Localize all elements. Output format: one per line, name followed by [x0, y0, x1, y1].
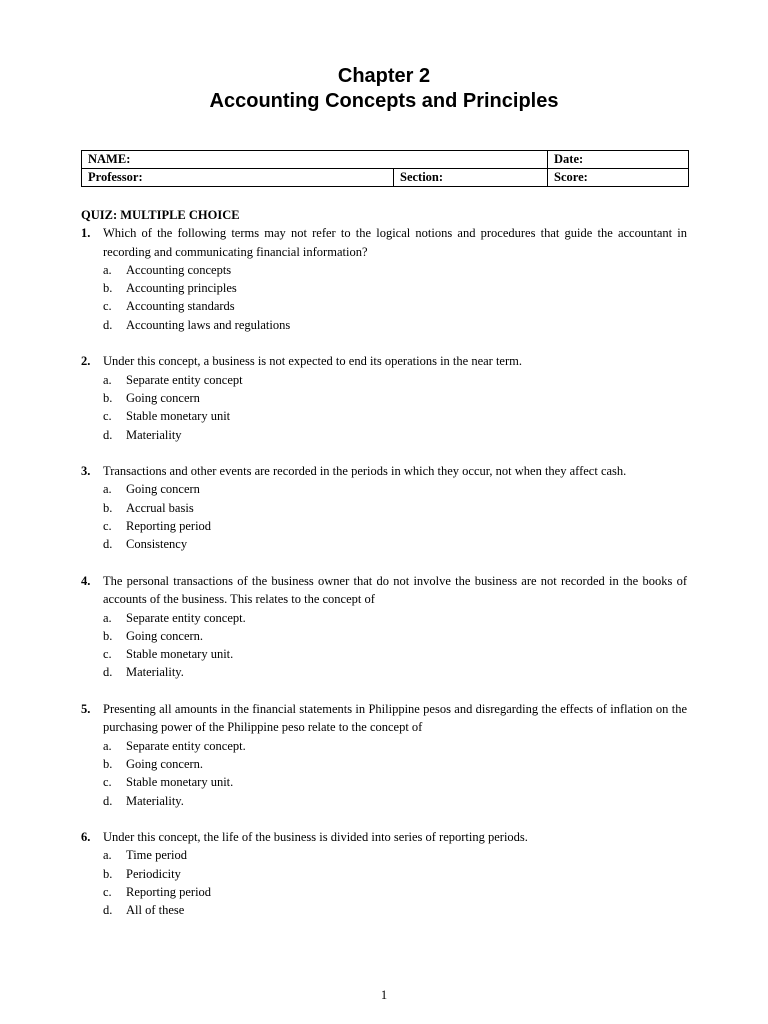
question-item [81, 224, 687, 334]
info-row-professor [82, 169, 689, 187]
option-text: Stable monetary unit. [126, 647, 234, 662]
option-text: Accrual basis [126, 500, 194, 515]
answer-option[interactable] [103, 316, 687, 334]
option-letter: b. [103, 866, 113, 881]
question-text: Transactions and other events are recorded in the periods in which they occur, not when they affect cash. [103, 464, 627, 479]
chapter-heading: Chapter 2 [337, 65, 431, 87]
question-text: Which of the following terms may not refer to the logical notions and procedures that guide the accountant in recording and communicating financial information? [103, 226, 687, 259]
question-spacer [81, 554, 687, 572]
page-number: 1 [380, 988, 388, 1002]
option-text: Going concern [126, 482, 200, 497]
answer-option[interactable] [103, 389, 687, 407]
answer-option[interactable] [103, 901, 687, 919]
answer-option[interactable] [103, 480, 687, 498]
answer-option[interactable] [103, 773, 687, 791]
option-text: Accounting laws and regulations [126, 317, 291, 332]
option-text: Reporting period [126, 884, 212, 899]
professor-field[interactable]: Professor: [82, 169, 394, 187]
answer-option[interactable] [103, 737, 687, 755]
option-letter: d. [103, 537, 113, 552]
question-number: 1. [81, 226, 91, 241]
option-text: Stable monetary unit. [126, 775, 234, 790]
option-letter: d. [103, 793, 113, 808]
answer-option[interactable] [103, 517, 687, 535]
answer-option[interactable] [103, 792, 687, 810]
option-letter: a. [103, 848, 112, 863]
question-text: Under this concept, the life of the business is divided into series of reporting periods. [103, 830, 528, 845]
question-item [81, 828, 687, 919]
student-info-table [81, 150, 689, 187]
option-letter: d. [103, 317, 113, 332]
info-row-name [82, 151, 689, 169]
answer-option[interactable] [103, 645, 687, 663]
answer-option[interactable] [103, 627, 687, 645]
score-field[interactable]: Score: [548, 169, 689, 187]
question-number: 2. [81, 354, 91, 369]
option-letter: a. [103, 738, 112, 753]
option-text: Accounting principles [126, 281, 237, 296]
option-text: Periodicity [126, 866, 181, 881]
option-text: Time period [126, 848, 187, 863]
option-letter: b. [103, 756, 113, 771]
answer-option[interactable] [103, 426, 687, 444]
question-item [81, 462, 687, 553]
question-text: The personal transactions of the business owner that do not involve the business are not recorded in the books of accounts of the business. This relates to the concept of [103, 573, 687, 607]
answer-option[interactable] [103, 755, 687, 773]
option-text: Materiality. [126, 665, 184, 680]
question-number: 4. [81, 573, 91, 588]
option-text: Stable monetary unit [126, 409, 231, 424]
option-letter: c. [103, 775, 112, 790]
option-text: All of these [126, 903, 185, 918]
answer-option[interactable] [103, 883, 687, 901]
answer-option[interactable] [103, 407, 687, 425]
question-spacer [81, 334, 687, 352]
option-letter: a. [103, 482, 112, 497]
option-letter: d. [103, 665, 113, 680]
answer-option[interactable] [103, 846, 687, 864]
question-list [81, 224, 687, 919]
question-item [81, 700, 687, 810]
page-title: Accounting Concepts and Principles [209, 90, 559, 112]
option-letter: c. [103, 299, 112, 314]
name-field[interactable]: NAME: [82, 151, 548, 169]
option-letter: b. [103, 500, 113, 515]
answer-option[interactable] [103, 663, 687, 681]
section-field[interactable]: Section: [394, 169, 548, 187]
option-text: Materiality [126, 427, 182, 442]
option-letter: b. [103, 281, 113, 296]
question-number: 6. [81, 830, 91, 845]
question-text: Under this concept, a business is not expected to end its operations in the near term. [103, 354, 522, 369]
option-letter: c. [103, 647, 112, 662]
option-text: Reporting period [126, 519, 212, 534]
option-text: Accounting standards [126, 299, 235, 314]
quiz-heading: QUIZ: MULTIPLE CHOICE [81, 208, 240, 222]
option-text: Consistency [126, 537, 188, 552]
question-text: Presenting all amounts in the financial statements in Philippine pesos and disregarding the effects of inflation on the purchasing power of the Philippine peso relate to the concept of [103, 702, 687, 735]
option-text: Going concern. [126, 628, 204, 643]
question-number: 5. [81, 702, 91, 717]
option-letter: c. [103, 884, 112, 899]
question-item [81, 352, 687, 443]
option-letter: d. [103, 427, 113, 442]
question-spacer [81, 444, 687, 462]
option-text: Accounting concepts [126, 262, 232, 277]
quiz-section [81, 206, 687, 920]
answer-option[interactable] [103, 865, 687, 883]
question-spacer [81, 810, 687, 828]
option-letter: a. [103, 610, 112, 625]
answer-option[interactable] [103, 279, 687, 297]
option-letter: a. [103, 262, 112, 277]
date-field[interactable]: Date: [548, 151, 689, 169]
option-text: Separate entity concept. [126, 610, 246, 625]
option-text: Going concern [126, 390, 200, 405]
option-text: Separate entity concept. [126, 738, 246, 753]
option-letter: c. [103, 409, 112, 424]
answer-option[interactable] [103, 371, 687, 389]
option-text: Separate entity concept [126, 372, 243, 387]
question-number: 3. [81, 464, 91, 479]
answer-option[interactable] [103, 535, 687, 553]
option-letter: a. [103, 372, 112, 387]
option-letter: d. [103, 903, 113, 918]
answer-option[interactable] [103, 261, 687, 279]
option-letter: b. [103, 628, 113, 643]
option-text: Going concern. [126, 756, 204, 771]
option-letter: c. [103, 519, 112, 534]
question-spacer [81, 682, 687, 700]
answer-option[interactable] [103, 297, 687, 315]
option-text: Materiality. [126, 793, 184, 808]
question-item [81, 572, 687, 682]
answer-option[interactable] [103, 499, 687, 517]
option-letter: b. [103, 390, 113, 405]
answer-option[interactable] [103, 609, 687, 627]
